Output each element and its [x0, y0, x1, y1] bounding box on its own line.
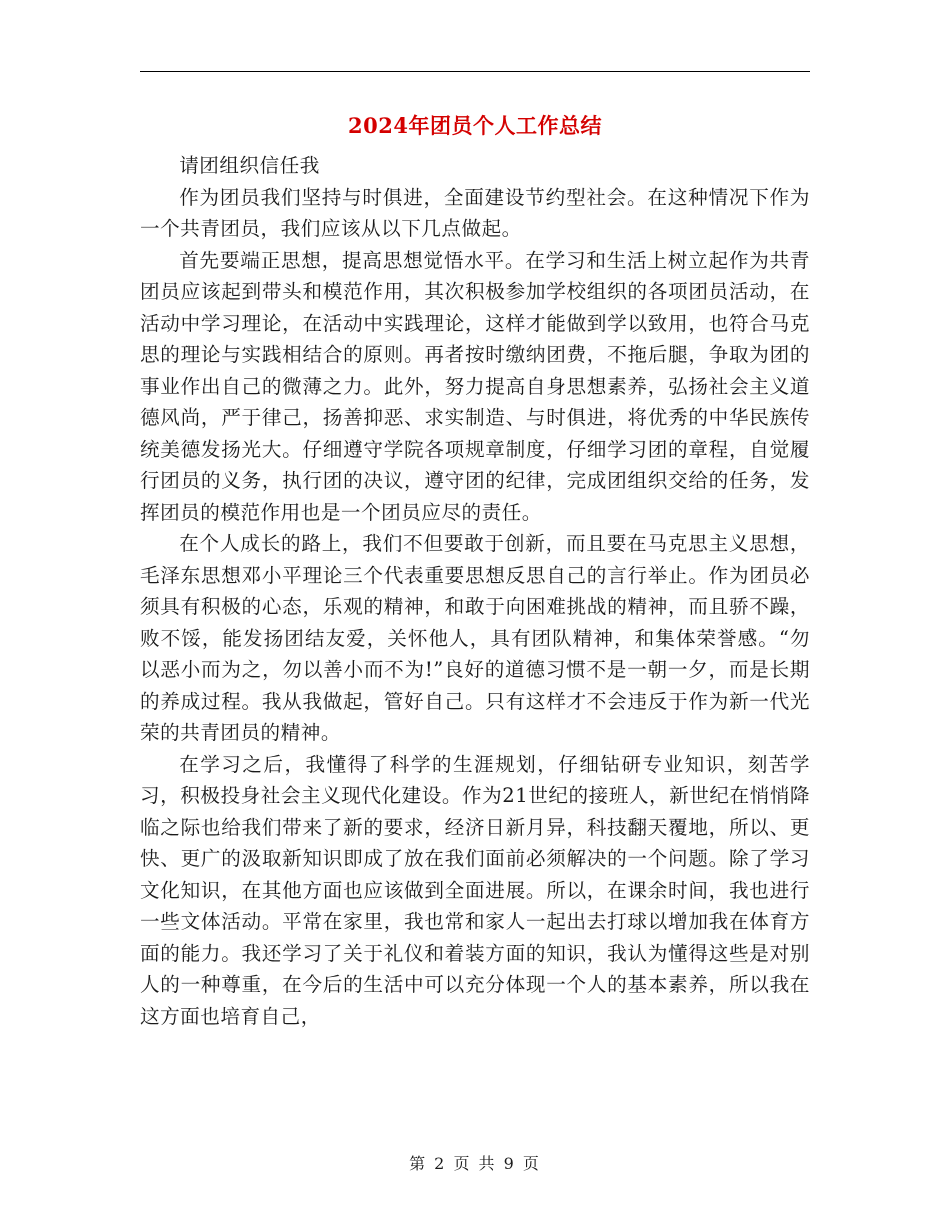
paragraph: 在个人成长的路上，我们不但要敢于创新，而且要在马克思主义思想，毛泽东思想邓小平理论三个代表重要思想反思自己的言行举止。作为团员必须具有积极的心态，乐观的精神，和敢于向困难挑战的精神，而且骄不躁，败不馁，能发扬团结友爱，关怀他人，具有团队精神，和集体荣誉感。“勿以恶小而为之，勿以善小而不为!”良好的道德习惯不是一朝一夕，而是长期的养成过程。我从我做起，管好自己。只有这样才不会违反于作为新一代光荣的共青团员的精神。: [140, 532, 810, 744]
page-number-footer: 第 2 页 共 9 页: [409, 1154, 541, 1173]
paragraph: 首先要端正思想，提高思想觉悟水平。在学习和生活上树立起作为共青团员应该起到带头和模范作用，其次积极参加学校组织的各项团员活动，在活动中学习理论，在活动中实践理论，这样才能做到学以致用，也符合马克思的理论与实践相结合的原则。再者按时缴纳团费，不拖后腿，争取为团的事业作出自己的微薄之力。此外，努力提高自身思想素养，弘扬社会主义道德风尚，严于律己，扬善抑恶、求实制造、与时俱进，将优秀的中华民族传统美德发扬光大。仔细遵守学院各项规章制度，仔细学习团的章程，自觉履行团员的义务，执行团的决议，遵守团的纪律，完成团组织交给的任务，发挥团员的模范作用也是一个团员应尽的责任。: [140, 248, 810, 524]
header-rule: [140, 71, 810, 72]
document-title: 2024年团员个人工作总结: [348, 113, 602, 138]
paragraph: 在学习之后，我懂得了科学的生涯规划，仔细钻研专业知识，刻苦学习，积极投身社会主义现代化建设。作为21世纪的接班人，新世纪在悄悄降临之际也给我们带来了新的要求，经济日新月异，科技翻天覆地，所以、更快、更广的汲取新知识即成了放在我们面前必须解决的一个问题。除了学习文化知识，在其他方面也应该做到全面进展。所以，在课余时间，我也进行一些文体活动。平常在家里，我也常和家人一起出去打球以增加我在体育方面的能力。我还学习了关于礼仪和着装方面的知识，我认为懂得这些是对别人的一种尊重，在今后的生活中可以充分体现一个人的基本素养，所以我在这方面也培育自己，: [140, 752, 810, 1028]
document-body: [140, 150, 810, 1032]
paragraph: 请团组织信任我: [179, 154, 320, 177]
paragraph: 作为团员我们坚持与时俱进，全面建设节约型社会。在这种情况下作为一个共青团员，我们应该从以下几点做起。: [140, 185, 810, 240]
